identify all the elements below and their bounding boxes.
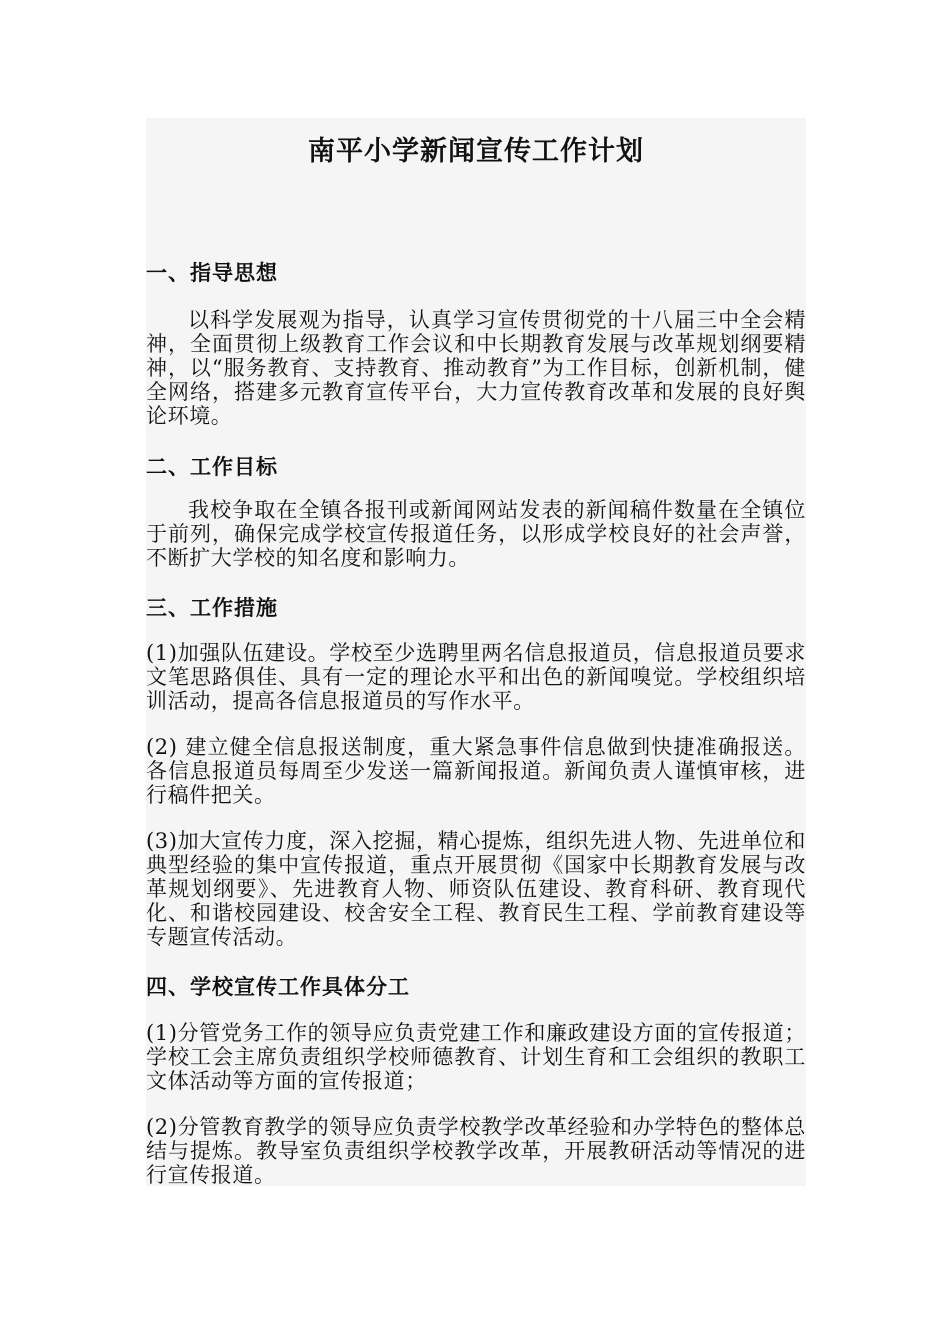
document-title: 南平小学新闻宣传工作计划: [308, 136, 644, 167]
paragraph-measure-2: (2) 建立健全信息报送制度，重大紧急事件信息做到快捷准确报送。各信息报道员每周至少发送一篇新闻报道。新闻负责人谨慎审核，进行稿件把关。: [146, 735, 806, 807]
section-heading-division-of-work: 四、学校宣传工作具体分工: [146, 975, 410, 999]
section-heading-work-goals: 二、工作目标: [146, 455, 278, 479]
paragraph-work-goals: 我校争取在全镇各报刊或新闻网站发表的新闻稿件数量在全镇位于前列，确保完成学校宣传报道任务，以形成学校良好的社会声誉，不断扩大学校的知名度和影响力。: [146, 498, 806, 570]
section-heading-guiding-ideology: 一、指导思想: [146, 261, 278, 285]
paragraph-guiding-ideology: 以科学发展观为指导，认真学习宣传贯彻党的十八届三中全会精神，全面贯彻上级教育工作会议和中长期教育发展与改革规划纲要精神，以“服务教育、支持教育、推动教育”为工作目标，创新机制，健全网络，搭建多元教育宣传平台，大力宣传教育改革和发展的良好舆论环境。: [146, 308, 806, 428]
document-body: [146, 118, 806, 1186]
paragraph-measure-3: (3)加大宣传力度，深入挖掘，精心提炼，组织先进人物、先进单位和典型经验的集中宣传报道，重点开展贯彻《国家中长期教育发展与改革规划纲要》、先进教育人物、师资队伍建设、教育科研、教育现代化、和谐校园建设、校舍安全工程、教育民生工程、学前教育建设等专题宣传活动。: [146, 829, 806, 949]
section-heading-work-measures: 三、工作措施: [146, 596, 278, 620]
paragraph-division-2: (2)分管教育教学的领导应负责学校教学改革经验和办学特色的整体总结与提炼。教导室负责组织学校教学改革，开展教研活动等情况的进行宣传报道。: [146, 1115, 806, 1187]
paragraph-measure-1: (1)加强队伍建设。学校至少选聘里两名信息报道员，信息报道员要求文笔思路俱佳、具有一定的理论水平和出色的新闻嗅觉。学校组织培训活动，提高各信息报道员的写作水平。: [146, 641, 806, 713]
paragraph-division-1: (1)分管党务工作的领导应负责党建工作和廉政建设方面的宣传报道；学校工会主席负责组织学校师德教育、计划生育和工会组织的教职工文体活动等方面的宣传报道；: [146, 1021, 806, 1093]
